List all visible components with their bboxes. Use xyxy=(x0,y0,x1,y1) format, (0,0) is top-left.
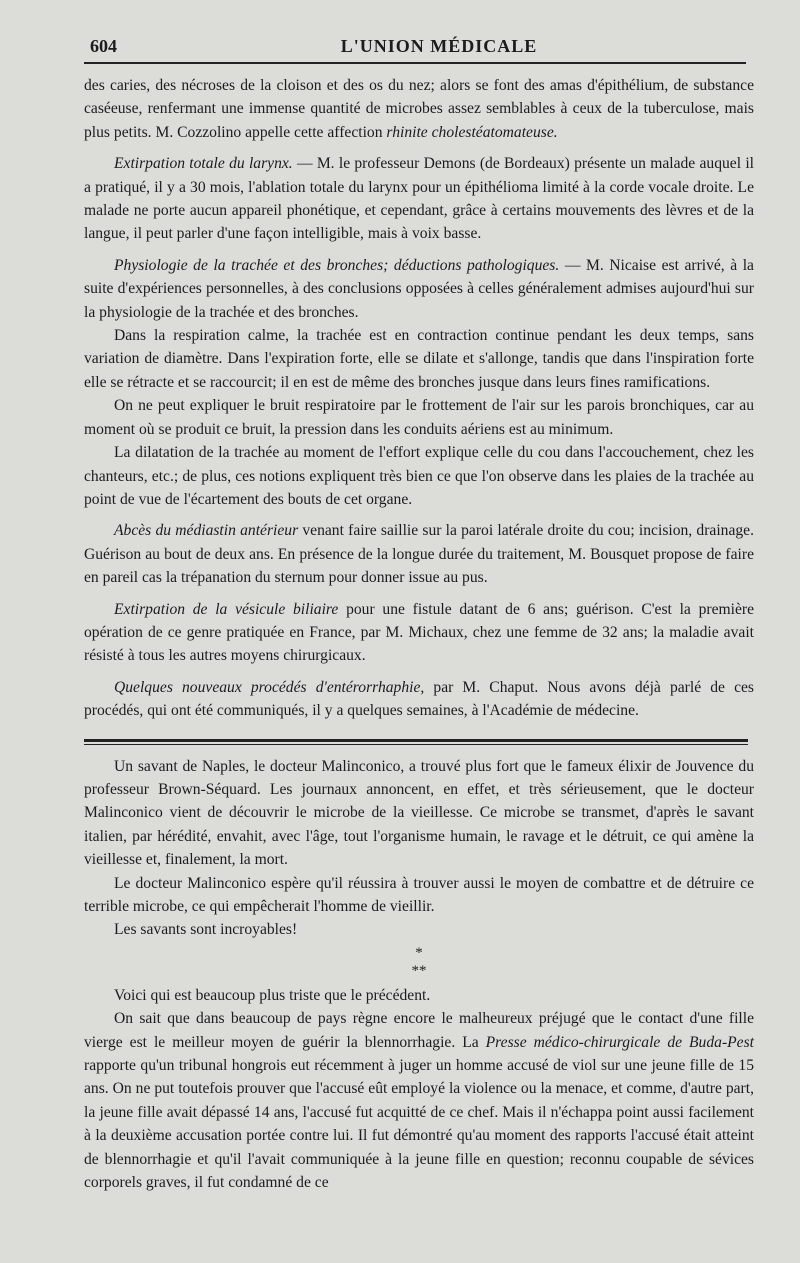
header-rule xyxy=(84,62,746,64)
asterism xyxy=(84,944,754,980)
intro-text: des caries, des nécroses de la cloison et des os du nez; alors se font des amas d'épithélium, de substance caséeuse, renfermant une immense quantité de microbes assez semblables à ceux de la tuberculose, mais plus petits. M. Cozzolino appelle cette affection xyxy=(84,77,754,141)
journal-title: L'UNION MÉDICALE xyxy=(340,36,538,56)
section-text: — M. Nicaise est arrivé, à la suite d'expériences personnelles, à des conclusions opposées à celles généralement admises aujourd'hui sur la physiologie de la trachée et des bronches. xyxy=(84,256,754,321)
fait-paragraph-4: Voici qui est beaucoup plus triste que le précédent. xyxy=(114,986,431,1004)
section-enterorrhaphie xyxy=(84,676,754,723)
fait-paragraph-1: Un savant de Naples, le docteur Malinconico, a trouvé plus fort que le fameux élixir de Jouvence du professeur Brown-Séquard. Les journaux annoncent, en effet, et très sérieusement, que le docteur Malinconico vient de découvrir le microbe de la vieillesse. Ce microbe se transmet, d'après le savant italien, par hérédité, envahit, avec l'âge, tout l'organisme humain, le ravage et le détruit, ce qui amène la vieillesse et, finalement, la mort. xyxy=(84,757,754,869)
section-text: venant faire saillie sur la paroi latérale droite du cou; incision, drainage. Guérison au bout de deux ans. En présence de la longue durée du traitement, M. Bousquet propose de faire en pareil cas la trépanation du sternum pour donner issue au pus. xyxy=(84,522,754,587)
section-text: par M. Chaput. Nous avons déjà parlé de ces procédés, qui ont été communiqués, il y a quelques semaines, à l'Académie de médecine. xyxy=(84,678,754,720)
section-title: Extirpation totale du larynx. xyxy=(114,155,293,173)
section-divider xyxy=(84,739,748,745)
section-title: Quelques nouveaux procédés d'entérorrhaphie, xyxy=(114,678,425,696)
asterism-bottom: ** xyxy=(411,962,427,979)
section-text: — M. le professeur Demons (de Bordeaux) présente un malade auquel il a pratiqué, il y a 30 mois, l'ablation totale du larynx pour un épithélioma limité à la corde vocale droite. Le malade ne porte aucun appareil phonétique, et cependant, grâce à certains mouvements des lèvres et de la langue, il peut parler d'une façon intelligible, mais à voix basse. xyxy=(84,155,754,243)
section-vesicule xyxy=(84,598,754,668)
trachea-paragraph-4: La dilatation de la trachée au moment de l'effort explique celle du cou dans l'accouchement, chez les chanteurs, etc.; de plus, ces notions expliquent très bien ce que l'on observe dans les plaies de la trachée au point de vue de l'écartement des bouts de cet organe. xyxy=(84,444,754,508)
article-body xyxy=(84,74,754,1194)
trachea-paragraph-2: Dans la respiration calme, la trachée est en contraction continue pendant les deux temps, sans variation de diamètre. Dans l'expiration forte, elle se dilate et s'allonge, tandis que dans l'inspiration forte elle se rétracte et se raccourcit; il en est de même des bronches jusque dans leurs fines ramifications. xyxy=(84,327,754,391)
section-title: Physiologie de la trachée et des bronches; déductions pathologiques. xyxy=(114,256,560,274)
running-head xyxy=(84,30,764,56)
page-number: 604 xyxy=(90,36,117,56)
section-mediastin xyxy=(84,519,754,589)
asterism-top: * xyxy=(415,944,423,961)
section-title: Extirpation de la vésicule biliaire xyxy=(114,600,339,618)
section-larynx xyxy=(84,152,754,246)
section-title: Abcès du médiastin antérieur xyxy=(114,522,299,540)
fait-text: On sait que dans beaucoup de pays règne encore le malheureux préjugé que le contact d'une fille vierge est le meilleur moyen de guérir la blennorrhagie. La xyxy=(84,1010,754,1051)
intro-paragraph xyxy=(84,74,754,144)
fait-paragraph-5 xyxy=(84,1007,754,1194)
fait-paragraph-3: Les savants sont incroyables! xyxy=(114,921,298,939)
intro-term: rhinite cholestéatomateuse. xyxy=(386,123,558,141)
fait-text: rapporte qu'un tribunal hongrois eut récemment à juger un homme accusé de viol sur une jeune fille de 15 ans. On ne put toutefois prouver que l'accusé eût employé la violence ou la menace, et comme, d'autre part, la jeune fille avait dépassé 14 ans, l'accusé fut acquitté de ce chef. Mais il n'échappa point aussi facilement à la deuxième accusation portée contre lui. Il fut démontré qu'au moment des rapports l'accusé était atteint de blennorrhagie et qu'il l'avait communiquée à la jeune fille en question; reconnu coupable de sévices corporels graves, il fut condamné de ce xyxy=(84,1057,754,1192)
section-trachea xyxy=(84,254,754,324)
journal-name: Presse médico-chirurgicale de Buda-Pest xyxy=(485,1033,754,1051)
fait-paragraph-2: Le docteur Malinconico espère qu'il réussira à trouver aussi le moyen de combattre et de détruire ce terrible microbe, ce qui empêcherait l'homme de vieillir. xyxy=(84,874,754,915)
trachea-paragraph-3: On ne peut expliquer le bruit respiratoire par le frottement de l'air sur les parois bronchiques, car au moment où se produit ce bruit, la pression dans les conduits aériens est au minimum. xyxy=(84,397,754,438)
section-text: pour une fistule datant de 6 ans; guérison. C'est la première opération de ce genre pratiquée en France, par M. Michaux, chez une femme de 32 ans; la maladie avait résisté à tous les autres moyens chirurgicaux. xyxy=(84,600,754,665)
